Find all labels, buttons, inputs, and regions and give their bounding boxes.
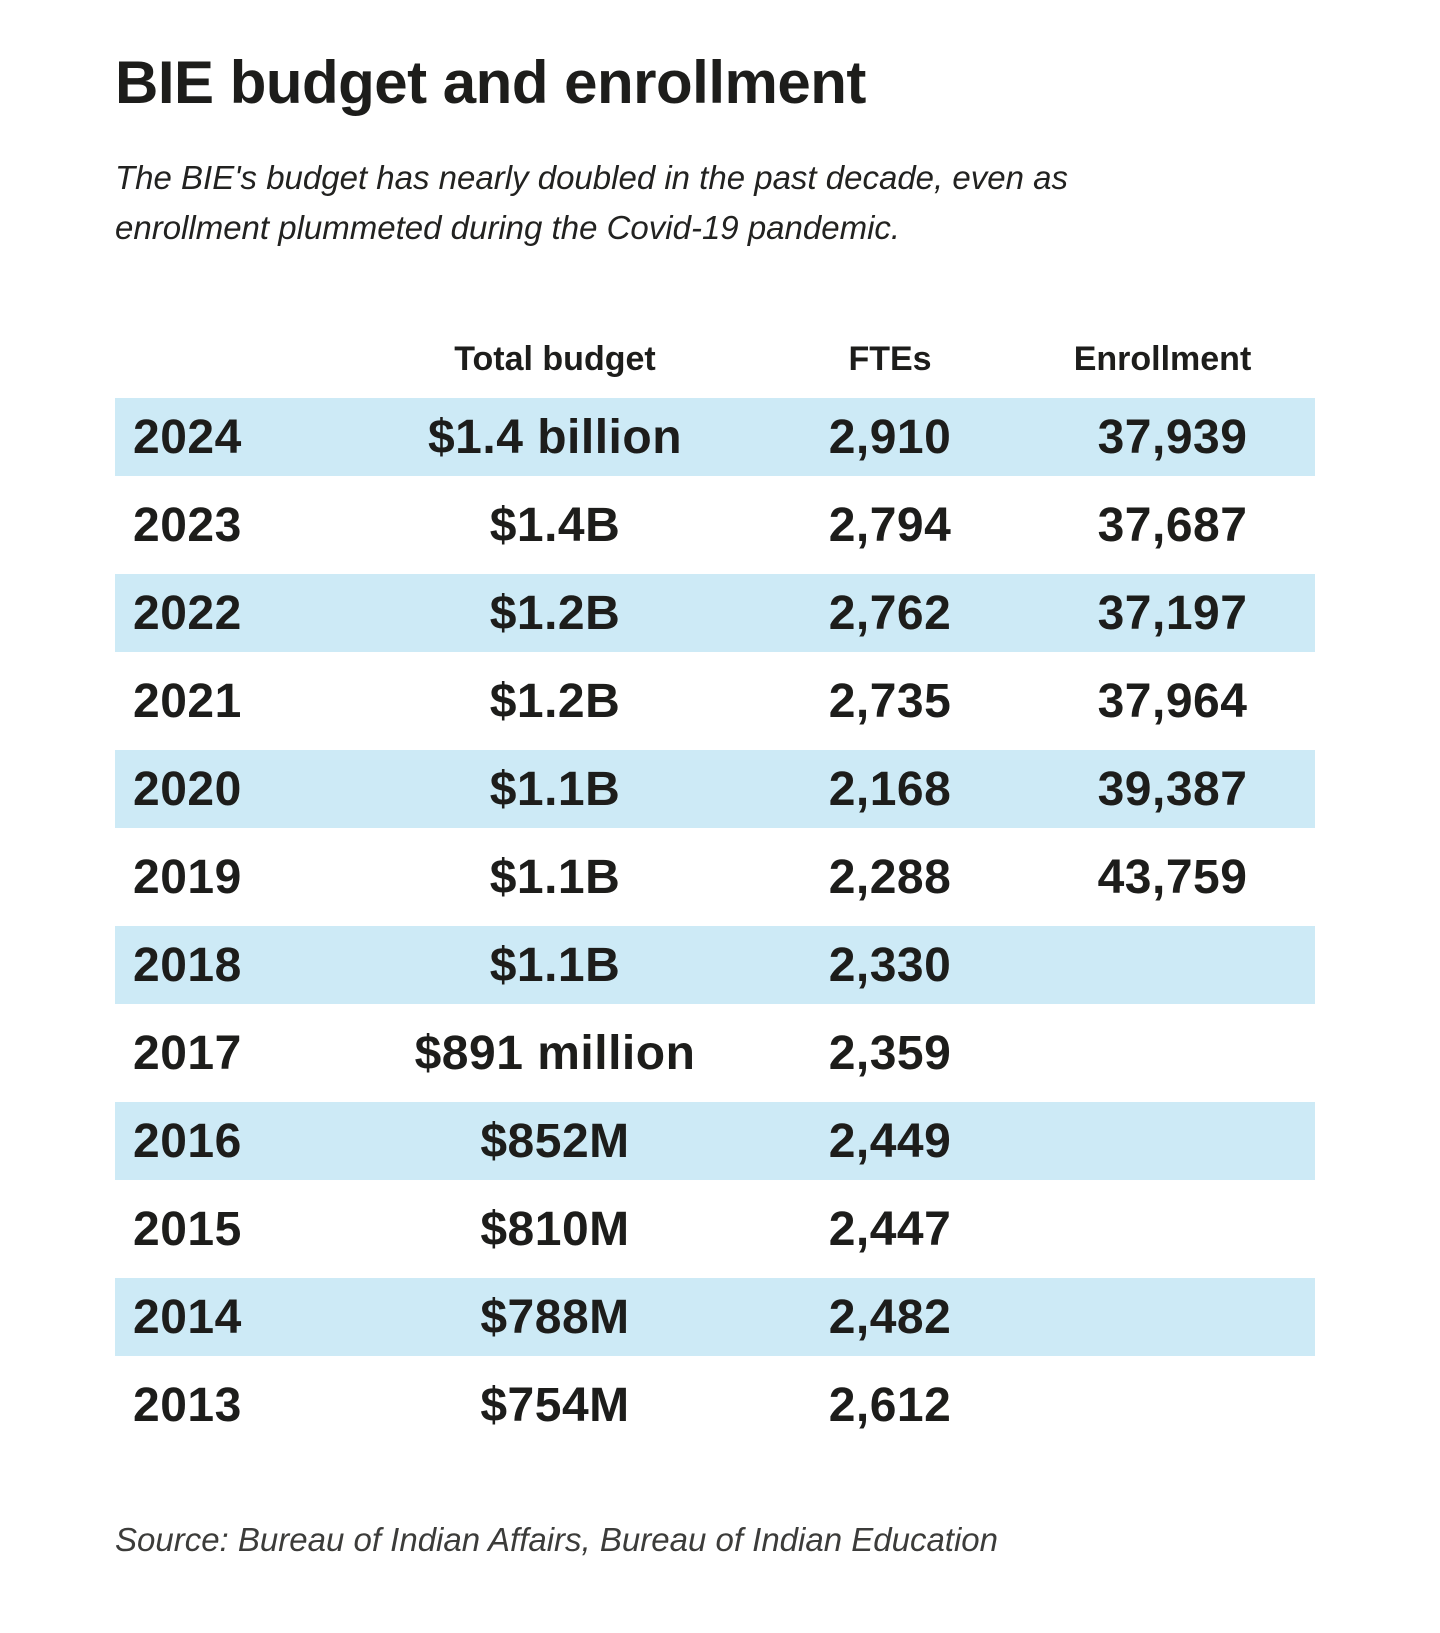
row-ftes-cell: 2,762: [828, 586, 952, 640]
row-enrollment-cell: 43,759: [1097, 850, 1248, 904]
row-budget-cell: $891 million: [414, 1026, 696, 1080]
row-enrollment-cell: 39,387: [1097, 762, 1248, 816]
row-enrollment-cell: 37,687: [1097, 498, 1248, 552]
row-enrollment-cell: 37,197: [1097, 586, 1248, 640]
table-row: [115, 833, 1315, 921]
table-row: [115, 657, 1315, 745]
row-ftes-cell: 2,449: [828, 1114, 952, 1168]
column-header-ftes: FTEs: [848, 340, 932, 379]
row-ftes-cell: 2,330: [828, 938, 952, 992]
row-budget-cell: $852M: [480, 1114, 630, 1168]
row-ftes-cell: 2,735: [828, 674, 952, 728]
row-year-cell: 2023: [133, 498, 242, 552]
table-row: [115, 1009, 1315, 1097]
row-budget-cell: $1.1B: [489, 762, 621, 816]
row-year-cell: 2019: [133, 850, 242, 904]
row-budget-cell: $754M: [480, 1378, 630, 1432]
row-budget-cell: $810M: [480, 1202, 630, 1256]
row-budget-cell: $788M: [480, 1290, 630, 1344]
row-budget-cell: $1.4B: [489, 498, 621, 552]
table-row: [115, 1273, 1315, 1361]
row-enrollment-cell: 37,939: [1097, 410, 1248, 464]
row-year-cell: 2017: [133, 1026, 242, 1080]
data-table: [115, 315, 1315, 1449]
table-row: [115, 569, 1315, 657]
row-ftes-cell: 2,359: [828, 1026, 952, 1080]
page-title: BIE budget and enrollment: [115, 49, 866, 116]
table-header-row: [115, 315, 1315, 393]
row-ftes-cell: 2,288: [828, 850, 952, 904]
row-budget-cell: $1.2B: [489, 586, 621, 640]
table-row: [115, 921, 1315, 1009]
row-ftes-cell: 2,482: [828, 1290, 952, 1344]
row-budget-cell: $1.1B: [489, 850, 621, 904]
row-budget-cell: $1.2B: [489, 674, 621, 728]
table-row: [115, 1097, 1315, 1185]
row-ftes-cell: 2,447: [828, 1202, 952, 1256]
row-year-cell: 2022: [133, 586, 242, 640]
table-row: [115, 393, 1315, 481]
table-row: [115, 481, 1315, 569]
row-year-cell: 2014: [133, 1290, 242, 1344]
page-subtitle: The BIE's budget has nearly doubled in the past decade, even as enrollment plummeted during the Covid-19 pandemic.: [115, 159, 1068, 247]
row-year-cell: 2016: [133, 1114, 242, 1168]
row-enrollment-cell: 37,964: [1097, 674, 1248, 728]
row-ftes-cell: 2,794: [828, 498, 952, 552]
row-budget-cell: $1.1B: [489, 938, 621, 992]
row-year-cell: 2020: [133, 762, 242, 816]
source-note: Source: Bureau of Indian Affairs, Bureau of Indian Education: [115, 1521, 999, 1559]
row-year-cell: 2013: [133, 1378, 242, 1432]
table-row: [115, 1361, 1315, 1449]
row-budget-cell: $1.4 billion: [427, 410, 683, 464]
row-ftes-cell: 2,168: [828, 762, 952, 816]
column-header-total-budget: Total budget: [454, 340, 656, 379]
row-ftes-cell: 2,612: [828, 1378, 952, 1432]
column-header-enrollment: Enrollment: [1073, 340, 1252, 379]
table-body: [115, 393, 1315, 1449]
table-row: [115, 1185, 1315, 1273]
row-ftes-cell: 2,910: [828, 410, 952, 464]
row-year-cell: 2024: [133, 410, 242, 464]
row-year-cell: 2015: [133, 1202, 242, 1256]
row-year-cell: 2018: [133, 938, 242, 992]
table-row: [115, 745, 1315, 833]
row-year-cell: 2021: [133, 674, 242, 728]
